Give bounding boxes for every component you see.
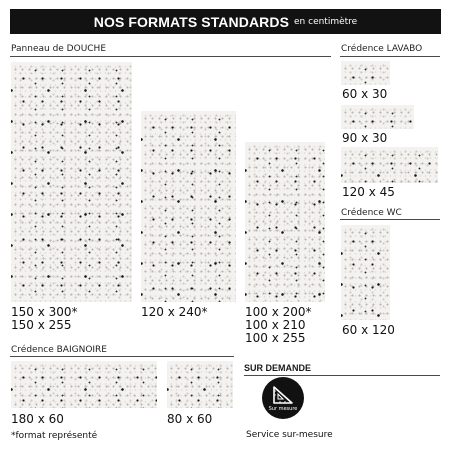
sur-mesure-badge [262,377,304,419]
section-title-lavabo: Crédence LAVABO [341,44,423,54]
section-title-douche: Panneau de DOUCHE [11,44,107,54]
size-label: 60 x 30 [342,87,388,101]
banner-title: NOS FORMATS STANDARDS [93,13,290,30]
section-divider-wc [340,219,440,220]
section-title-sur-demande: SUR DEMANDE [244,363,312,373]
section-divider-douche [10,56,331,57]
set-square-ruler-icon [272,385,294,405]
size-label: 60 x 120 [342,323,395,337]
section-title-wc: Crédence WC [341,208,402,218]
tile-shower-150x300 [11,62,132,302]
size-label: 90 x 30 [342,131,388,145]
tile-lavabo-60x30 [341,61,390,85]
tile-wc-60x120 [341,225,390,320]
tile-lavabo-90x30 [341,105,414,129]
header-banner [10,9,441,34]
tile-bath-80x60 [167,361,233,408]
size-label: 120 x 240* [141,305,208,319]
tile-lavabo-120x45 [341,147,438,183]
section-divider-sur-demande [244,375,440,376]
tile-shower-100x200 [245,142,325,302]
section-divider-lavabo [340,56,440,57]
size-label: 150 x 300* [11,305,78,319]
service-caption: Service sur-mesure [246,430,333,440]
size-label: 180 x 60 [11,412,64,426]
size-label: 100 x 210 [245,318,306,332]
size-label: 100 x 255 [245,331,306,345]
section-title-baignoire: Crédence BAIGNOIRE [11,345,107,355]
footnote-format: *format représenté [11,431,98,441]
size-label: 120 x 45 [342,185,395,199]
banner-subtitle: en centimètre [294,16,358,27]
size-label: 100 x 200* [245,305,312,319]
size-label: 80 x 60 [167,412,213,426]
size-label: 150 x 255 [11,318,72,332]
badge-label: Sur mesure [268,405,298,412]
tile-bath-180x60 [11,361,157,408]
section-divider-baignoire [10,356,234,357]
tile-shower-120x240 [141,111,236,302]
